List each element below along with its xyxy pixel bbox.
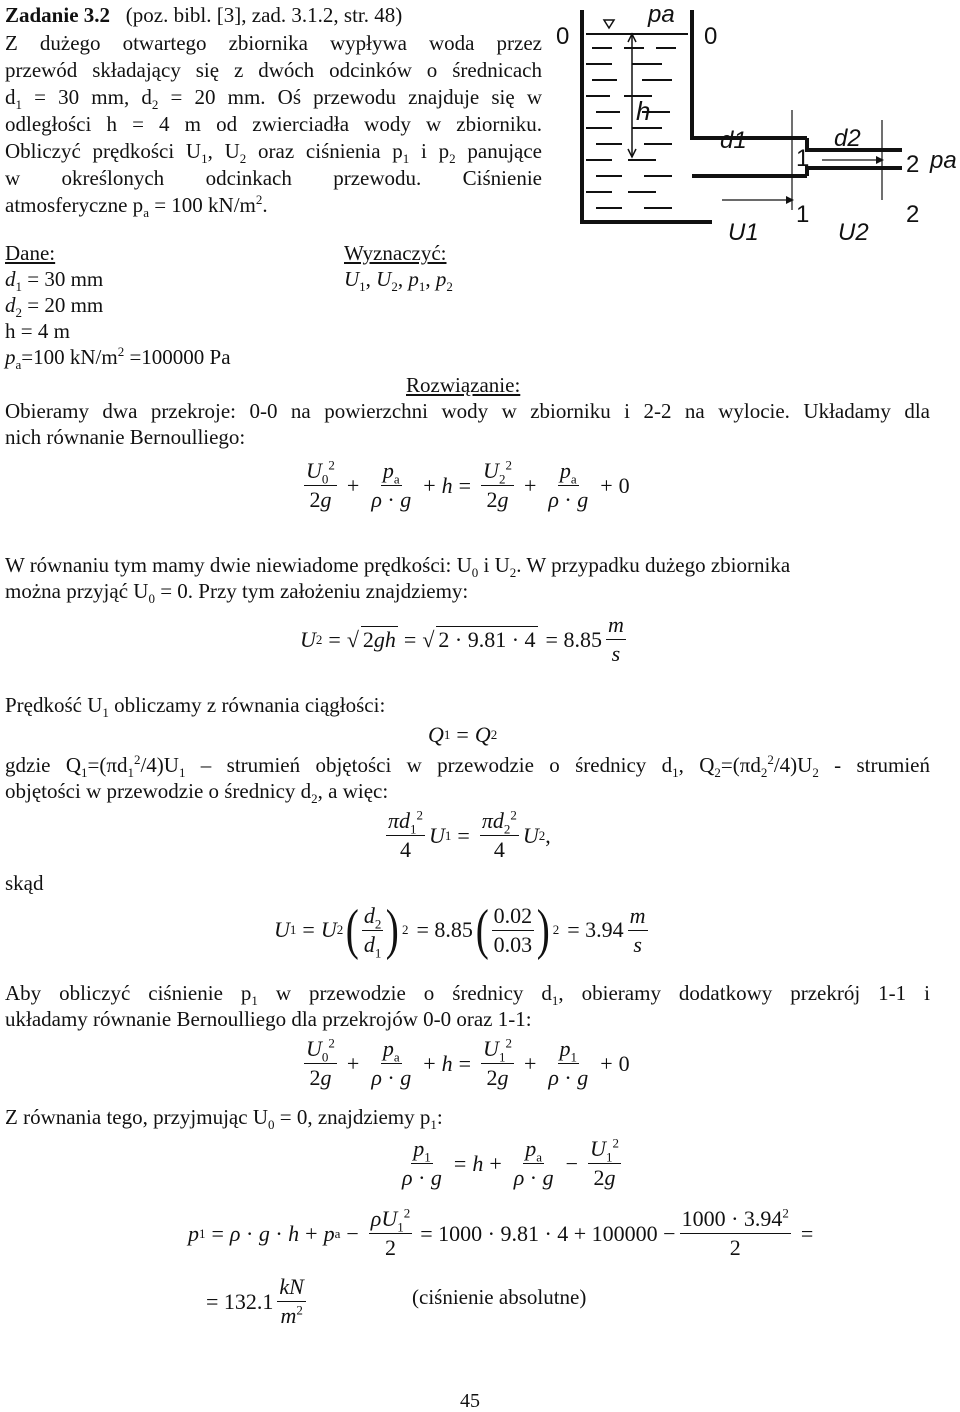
pipe-2-bottom bbox=[807, 168, 902, 176]
statement-line: w określonych odcinkach przewodu. Ciśnienie bbox=[5, 166, 542, 190]
p1-result: = 132.1 $\frac{kN}{m^2}$ bbox=[206, 1274, 304, 1328]
p1-note: (ciśnienie absolutne) bbox=[412, 1285, 587, 1309]
solution-paragraph-1: Obieramy dwa przekroje: 0-0 na powierzchni wody w zbiorniku i 2-2 na wylocie. Układamy dla bbox=[5, 399, 930, 423]
solution-heading: Rozwiązanie: bbox=[406, 373, 521, 397]
label-pa-right: pa bbox=[930, 147, 957, 174]
continuity-equation: Q 1 = Q 2 bbox=[428, 722, 498, 747]
continuity-expanded: $\frac{\pi d_1^2}{4}$ U 1 = $\frac{\pi d_2^2}{4}$ U 2 , bbox=[388, 807, 551, 862]
tank-pipe-figure bbox=[552, 0, 960, 250]
free-surface-triangle bbox=[604, 20, 614, 28]
p1-calculation: p 1 = ρ · g · h + p a − $\frac{\rho U_1^2}{2}$ = 1000 · 9.81 · 4 + 100000 − $\frac{1000 \cdot 3.94^2}{2}$ = bbox=[188, 1205, 814, 1260]
statement-line: atmosferyczne $p_a = 100$ $kN/m^2$. bbox=[5, 192, 268, 221]
solution-paragraph-5b: układamy równanie Bernoulliego dla przekrojów 0-0 oraz 1-1: bbox=[5, 1007, 532, 1031]
find-heading: Wyznaczyć: bbox=[344, 241, 447, 265]
label-2-top: 2 bbox=[906, 151, 920, 178]
statement-line: przewód składający się z dwóch odcinków o średnicach bbox=[5, 58, 542, 82]
given-h: h = 4 m bbox=[5, 319, 70, 343]
statement-line: odległości h = 4 m od zwierciadła wody w zbiorniku. bbox=[5, 112, 542, 136]
solution-paragraph-4: gdzie $Q_1=(\pi d_1^2/4)U_1$ – strumień objętości w przewodzie o średnicy $d_1$, $Q_2=(\pi d_2^2/4)U_2$ - strumień bbox=[5, 752, 931, 781]
page-number: 45 bbox=[460, 1390, 480, 1412]
statement-line: Obliczyć prędkości $U_1$, $U_2$ oraz ciśnienia $p_1$ i $p_2$ panujące bbox=[5, 139, 542, 167]
solution-paragraph-6: Z równania tego, przyjmując $U_0 = 0$, znajdziemy $p_1$: bbox=[5, 1105, 443, 1133]
label-h: h bbox=[636, 96, 651, 126]
label-u2: U2 bbox=[838, 219, 869, 246]
given-pa: $p_a=100$ $kN/m^2 =100000$ Pa bbox=[5, 344, 231, 373]
solution-paragraph-4b: objętości w przewodzie o średnicy $d_2$, a więc: bbox=[5, 779, 389, 807]
bernoulli-equation-0-2: $\frac{U_0^2}{2g}$ + $\frac{p_a}{\rho \cdot g}$ + h = $\frac{U_2^2}{2g}$ + $\frac{p_a}{\rho \cdot g}$ + 0 bbox=[306, 457, 630, 512]
label-1-top: 1 bbox=[796, 145, 810, 172]
given-d1: $d_1 = 30$ mm bbox=[5, 267, 104, 295]
label-u1: U1 bbox=[728, 219, 759, 246]
u2-equation: U 2 = √ 2gh = √ 2 · 9.81 · 4 = 8.85 $\frac{m}{s}$ bbox=[300, 612, 624, 666]
solution-paragraph-3: Prędkość $U_1$ obliczamy z równania ciągłości: bbox=[5, 693, 386, 721]
label-d2: d2 bbox=[834, 125, 861, 152]
statement-line: Z dużego otwartego zbiornika wypływa woda przez bbox=[5, 31, 542, 55]
problem-label: Zadanie 3.2 bbox=[5, 3, 111, 27]
bibliography-ref: (poz. bibl. [3], zad. 3.1.2, str. 48) bbox=[125, 3, 403, 27]
label-pa-top: pa bbox=[648, 1, 675, 28]
given-heading: Dane: bbox=[5, 241, 56, 265]
problem-title bbox=[5, 2, 402, 28]
solution-paragraph-1b: nich równanie Bernoulliego: bbox=[5, 425, 246, 449]
label-1-bottom: 1 bbox=[796, 201, 810, 228]
label-2-bottom: 2 bbox=[906, 201, 920, 228]
given-d2: $d_2 = 20$ mm bbox=[5, 293, 104, 321]
u1-equation: U 1 = U 2 ( $\frac{d_2}{d_1}$ ) 2 = 8.85 ( $\frac{0.02}{0.03}$ ) 2 = 3.94 $\frac{m}{s}$ bbox=[274, 899, 646, 961]
bernoulli-equation-0-1: $\frac{U_0^2}{2g}$ + $\frac{p_a}{\rho \cdot g}$ + h = $\frac{U_1^2}{2g}$ + $\frac{p_1}{\rho \cdot g}$ + 0 bbox=[306, 1035, 630, 1090]
solution-paragraph-2: W równaniu tym mamy dwie niewiadome prędkości: $U_0$ i $U_2$. W przypadku dużego zbiornika bbox=[5, 553, 791, 581]
p1-expression: $\frac{p_1}{\rho \cdot g}$ = h + $\frac{p_a}{\rho \cdot g}$ − $\frac{U_1^2}{2g}$ bbox=[402, 1135, 619, 1190]
solution-paragraph-2b: można przyjąć $U_0 = 0$. Przy tym założeniu znajdziemy: bbox=[5, 579, 469, 607]
find-list: $U_1$, $U_2$, $p_1$, $p_2$ bbox=[344, 267, 453, 295]
statement-line: $d_1 = 30$ mm, $d_2 = 20$ mm. Oś przewodu znajduje się w bbox=[5, 85, 543, 113]
label-d1: d1 bbox=[720, 127, 747, 154]
skad-label: skąd bbox=[5, 871, 44, 895]
label-section-0-left: 0 bbox=[556, 23, 570, 50]
solution-paragraph-5: Aby obliczyć ciśnienie $p_1$ w przewodzie o średnicy $d_1$, obieramy dodatkowy przekrój 1-1 i bbox=[5, 981, 930, 1009]
label-section-0-right: 0 bbox=[704, 23, 718, 50]
